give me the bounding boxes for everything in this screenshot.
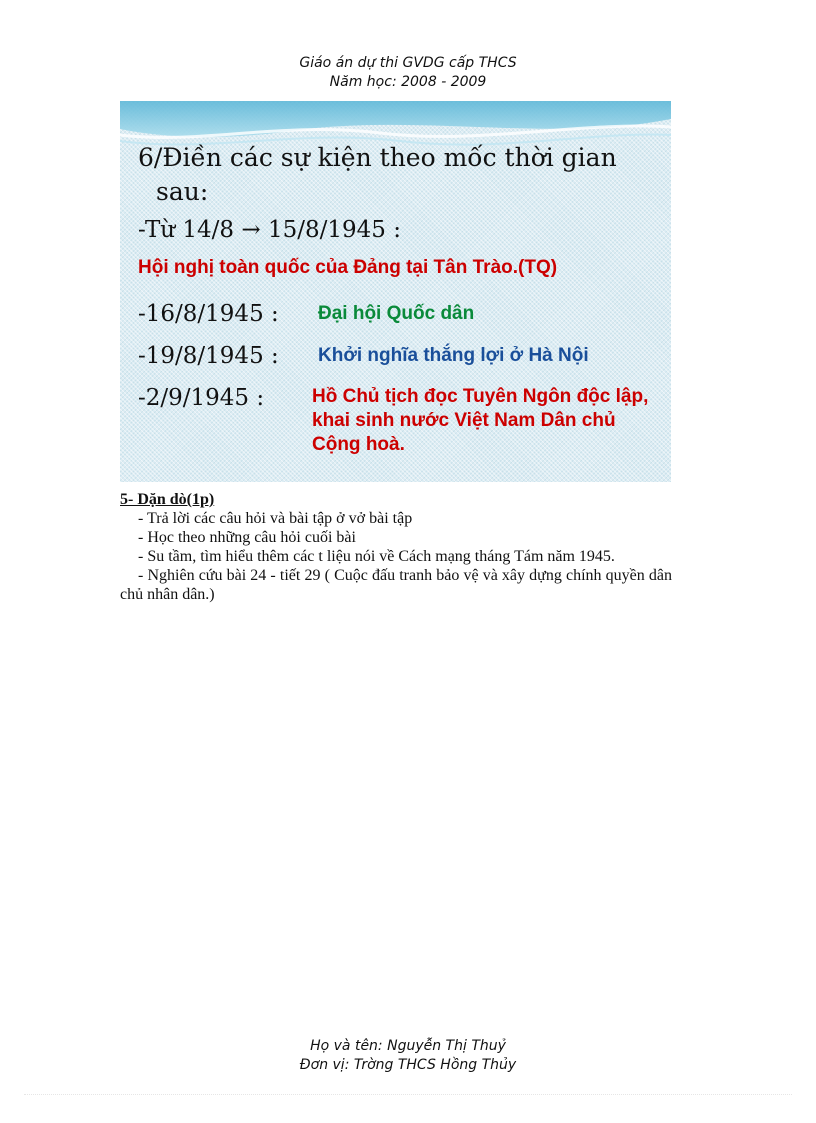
row-1-event: Hội nghị toàn quốc của Đảng tại Tân Trào.(TQ): [138, 257, 558, 278]
author-name: Họ và tên: Nguyễn Thị Thuỷ: [310, 1038, 506, 1054]
slide-title-line-1: 6/Điền các sự kiện theo mốc thời gian: [138, 143, 617, 172]
row-1-date: -Từ 14/8 → 15/8/1945 :: [138, 217, 401, 243]
page-header: [0, 54, 816, 92]
row-2-date: -16/8/1945 :: [138, 301, 279, 327]
homework-item: - Nghiên cứu bài 24 - tiết 29 ( Cuộc đấu tranh bảo vệ và xây dựng chính quyền dân chủ nhân dân.): [120, 567, 672, 603]
homework-item: - Học theo những câu hỏi cuối bài: [138, 529, 356, 546]
page-bottom-rule: [24, 1094, 792, 1095]
author-unit: Đơn vị: Trờng THCS Hồng Thủy: [299, 1057, 517, 1073]
slide-title-line-2: sau:: [156, 177, 209, 206]
row-3-date: -19/8/1945 :: [138, 343, 279, 369]
lesson-slide: [120, 101, 671, 482]
row-4-date: -2/9/1945 :: [138, 385, 265, 411]
page-footer: [0, 1037, 816, 1075]
section-heading: 5- Dặn dò(1p): [120, 491, 215, 508]
row-3-event: Khởi nghĩa thắng lợi ở Hà Nội: [318, 345, 589, 366]
header-title: Giáo án dự thi GVDG cấp THCS: [299, 55, 517, 71]
homework-section: [120, 490, 672, 604]
homework-item: - Trả lời các câu hỏi và bài tập ở vở bài tập: [138, 510, 413, 527]
row-2-event: Đại hội Quốc dân: [318, 303, 475, 324]
homework-item: - Su tầm, tìm hiểu thêm các t liệu nói về Cách mạng tháng Tám năm 1945.: [138, 548, 615, 565]
row-4-event: Hồ Chủ tịch đọc Tuyên Ngôn độc lập, khai sinh nước Việt Nam Dân chủ Cộng hoà.: [312, 386, 649, 455]
header-school-year: Năm học: 2008 - 2009: [329, 74, 487, 90]
